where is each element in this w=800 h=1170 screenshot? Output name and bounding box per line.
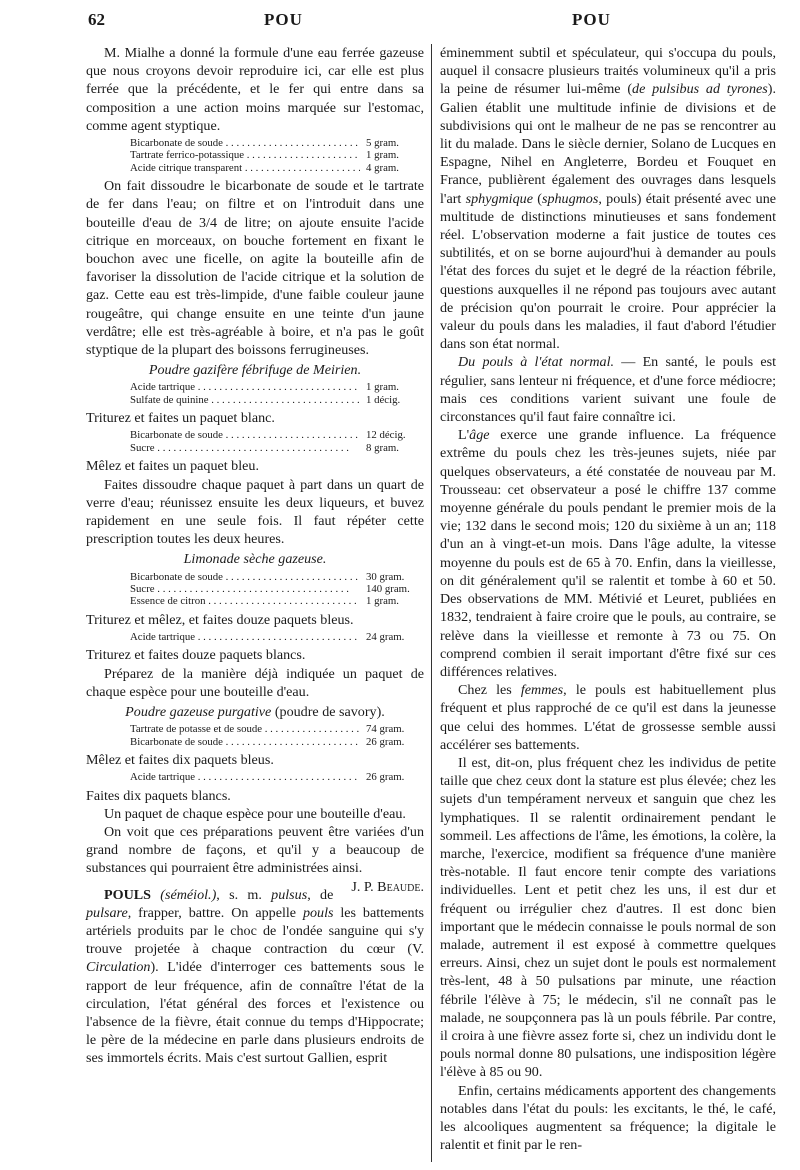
ingredient-quantity: 5 gram. — [366, 137, 399, 150]
ingredient-quantity: 140 gram. — [366, 582, 410, 595]
ingredient-name: Bicarbonate de soude . . . — [130, 137, 360, 149]
paragraph: Un paquet de chaque espèce pour une bouteille d'eau. — [104, 805, 406, 822]
ingredient-quantity: 74 gram. — [366, 723, 405, 736]
recipe-title: Poudre gazifère fébrifuge de Meirien. — [148, 362, 362, 379]
right-column — [440, 44, 776, 1154]
recipe-item — [130, 162, 424, 174]
recipe-item — [130, 571, 424, 583]
recipe-title — [86, 703, 424, 721]
ingredient-quantity: 1 gram. — [366, 381, 399, 394]
recipe-title-text: Poudre gazeuse purgative — [125, 703, 272, 720]
entry-latin: pulsare — [86, 904, 128, 921]
entry-headword: POULS — [104, 886, 151, 903]
recipe-list — [130, 137, 424, 174]
paragraph-text: Chez les — [458, 682, 521, 699]
paragraph: Triturez et faites un paquet blanc. — [86, 410, 275, 427]
entry-text: , frapper, battre. On appelle — [127, 904, 303, 921]
recipe-item — [130, 631, 424, 643]
ingredient-quantity: 24 gram. — [366, 630, 405, 643]
entry-text: , de — [307, 886, 334, 903]
recipe-item — [130, 381, 424, 393]
recipe-list — [130, 771, 424, 783]
recipe-item — [130, 771, 424, 783]
ingredient-name: Acide tartrique . . . — [130, 631, 360, 643]
column-divider — [431, 44, 432, 1162]
ingredient-quantity: 4 gram. — [366, 161, 399, 174]
paragraph-text: ( — [532, 190, 542, 207]
entry-cross-reference: Circulation — [86, 959, 151, 976]
paragraph-text: On voit que ces préparations peuvent être variées d'un grand nombre de façons, et qu'il y a beaucoup de substances qui pourraient être administrées ainsi. — [86, 823, 424, 877]
paragraph-text: exerce une grande influence. La fréquence extrême du pouls chez les très-jeunes sujets, niée par quelques observateurs, a été constatée de nouveau par M. Trousseau: cet observateur a posé le chiffre 137 comme moyenne générale du pouls pendant le premier mois de la vie; 132 dans le second mois; 120 du sixième à un an; 118 d'un an à vingt-et-un mois. Dans l'âge adulte, la vitesse moyenne du pouls est de 65 à 70. Enfin, dans la vieillesse, on dit généralement qu'il se ralentit et tombe à 60 et 50. Des observations de MM. Métivié et Leuret, publiées en 1832, tendraient à faire croire que le pouls, au contraire, se relève dans la vieillesse et remonte à 73 ou 75. On comprend combien il serait important d'être fixé sur ces différences relatives. — [440, 427, 776, 680]
recipe-item — [130, 736, 424, 748]
author-signature: J. P. Beaude. — [351, 878, 424, 895]
paragraph: Il est, dit-on, plus fréquent chez les individus de petite taille que chez ceux dont la stature est plus élevée; chez les sujets d'un tempérament nerveux et sanguin que chez les lymphatiques. Il se ralentit ordinairement pendant le sommeil. Les affections de l'âme, les émotions, la colère, la marche, l'exercice, modifient sa fréquence d'une manière très-notable. Il faut encore tenir compte des variations individuelles. Lent et petit chez les uns, il est dur et fréquent ou irrégulier chez d'autres. Il est donc bien important que le médecin connaisse le pouls normal de son malade, autrement il est exposé à commettre quelques erreurs. Ainsi, chez un sujet dont le pouls est normalement très-lent, 48 à 50 pulsations par minute, une réaction fébrile l'élève à 75; le médecin, s'il ne connaît pas le malade, ne soupçonnera pas là un pouls fébrile. Par contre, il croira à une fièvre assez forte si, chez un individu dont le pouls normal donne 80 pulsations, une indisposition légère l'élève à 85 ou 90. — [440, 754, 776, 1081]
ingredient-quantity: 26 gram. — [366, 735, 405, 748]
ingredient-name: Bicarbonate de soude . . . — [130, 571, 360, 583]
running-head-left: POU — [264, 10, 303, 29]
recipe-title: Limonade sèche gazeuse. — [183, 551, 327, 568]
entry-text: les battements artériels produits par le choc de l'ondée sanguine qui s'y trouve projetée à chaque contraction du cœur (V. — [86, 904, 424, 958]
paragraph-text: — En santé, le pouls est régulier, sans lenteur ni fréquence, et d'une force médiocre; mais ces conditions varient suivant une foule de circonstances qu'il faut faire connaître ici. — [440, 354, 776, 426]
latin-title: de pulsibus ad tyrones — [632, 81, 768, 98]
entry-text: , s. m. — [216, 886, 272, 903]
paragraph-text: éminemment subtil et spéculateur, qui s'occupa du pouls, auquel il consacre plusieurs traités volumineux qu'il a pris la peine de résumer lui-même ( — [440, 45, 776, 98]
paragraph — [440, 426, 776, 681]
ingredient-quantity: 1 décig. — [366, 393, 401, 406]
page-number: 62 — [88, 10, 105, 29]
paragraph: On fait dissoudre le bicarbonate de soude et le tartrate de fer dans l'eau; on filtre et on l'introduit dans une bouteille d'eau de 3/4 de litre; on ajoute ensuite l'acide citrique en morceaux, on bouche fortement en fixant le bouchon avec une ficelle, on agite la bouteille afin de favoriser la dissolution de l'acide citrique et la solution de gaz. Cette eau est très-limpide, d'une faible couleur jaune rougeâtre, qui change ensuite en une teinte d'un jaune verdâtre; elle est très-agréable à boire, et n'a pas le goût styptique de la plupart des boissons ferrugineuses. — [86, 178, 424, 359]
paragraph: M. Mialhe a donné la formule d'une eau ferrée gazeuse que nous croyons devoir reproduire ici, car elle est plus ferrée que la précédente, et le fer qui entre dans sa composition a une action moins marquée sur l'estomac, comme agent styptique. — [86, 45, 424, 134]
ingredient-name: Bicarbonate de soude . . . — [130, 736, 360, 748]
recipe-list — [130, 381, 424, 406]
ingredient-name: Sulfate de quinine . . . — [130, 394, 360, 406]
italic-term: sphugmos — [541, 190, 599, 207]
paragraph: Enfin, certains médicaments apportent des changements notables dans l'état du pouls: les excitants, le thé, le café, les alcooliques augmentent sa fréquence; la digitale le ralentit et finit par le ren- — [440, 1082, 776, 1154]
paragraph — [440, 353, 776, 426]
ingredient-name: Acide citrique transparent . . . — [130, 162, 360, 174]
ingredient-quantity: 12 décig. — [366, 429, 406, 442]
ingredient-quantity: 8 gram. — [366, 441, 399, 454]
paragraph-text: , pouls) était présenté avec une multitude de distinctions minutieuses et sans fondement réel. L'observation moderne a fait justice de toutes ces subtilités, et on se borne aujourd'hui à demander au pouls l'état des forces du sujet et le degré de la réaction fébrile, questions auxquelles il ne répond pas toujours avec autant de précision qu'on pourrait le croire. Pour apprécier la valeur du pouls dans les maladies, il faut d'abord l'étudier dans son état normal. — [440, 190, 776, 353]
ingredient-quantity: 1 gram. — [366, 595, 399, 608]
paragraph-text: L' — [458, 427, 470, 444]
ingredient-quantity: 30 gram. — [366, 570, 405, 583]
recipe-list — [130, 429, 424, 454]
recipe-item — [130, 583, 424, 595]
ingredient-name: Tartrate ferrico-potassique . . . — [130, 149, 360, 161]
recipe-list — [130, 723, 424, 748]
ingredient-name: Essence de citron . . . — [130, 595, 360, 607]
ingredient-quantity: 26 gram. — [366, 771, 405, 784]
paragraph-text: , le pouls est habituellement plus fréquent et plus rapproché de ce qu'il est dans la jeunesse que celui des hommes. L'état de grossesse semble aussi accélérer ses battements. — [440, 682, 776, 753]
running-head-right: POU — [572, 10, 611, 29]
ingredient-name: Acide tartrique . . . — [130, 381, 360, 393]
recipe-item — [130, 394, 424, 406]
entry-category: (séméiol.) — [160, 886, 217, 903]
ingredient-name: Acide tartrique . . . — [130, 771, 360, 783]
italic-term: femmes — [520, 682, 564, 699]
recipe-item — [130, 137, 424, 149]
italic-term: sphygmique — [465, 190, 533, 207]
ingredient-quantity: 1 gram. — [366, 149, 399, 162]
recipe-list — [130, 631, 424, 643]
ingredient-name: Tartrate de potasse et de soude . . . — [130, 723, 360, 735]
entry-latin: pulsus — [271, 886, 308, 903]
ingredient-name: Sucre . . . — [130, 442, 360, 454]
recipe-item — [130, 149, 424, 161]
recipe-item — [130, 429, 424, 441]
paragraph: Préparez de la manière déjà indiquée un paquet de chaque espèce pour une bouteille d'eau. — [86, 665, 424, 700]
paragraph — [440, 681, 776, 754]
entry-text: ). L'idée d'interroger ces battements sous le rapport de leur fréquence, afin de connaître l'état de la circulation, l'état général des forces et l'existence ou l'absence de la fièvre, était connue du temps d'Hippocrate; le père de la médecine en parle dans plusieurs endroits de ses immortels écrits. Mais c'est surtout Gallien, esprit — [86, 959, 424, 1067]
recipe-item — [130, 723, 424, 735]
recipe-item — [130, 595, 424, 607]
paragraph: Faites dix paquets blancs. — [86, 787, 231, 804]
page-header — [0, 10, 800, 36]
italic-term: âge — [469, 427, 490, 444]
paragraph: Mêlez et faites un paquet bleu. — [86, 458, 259, 475]
entry-term: pouls — [302, 904, 334, 921]
paragraph-text: ). Galien établit une multitude infinie de divisions et de subdivisions qui ont le malheur de ne pas se rencontrer au lit du malade. Dans le siècle dernier, Solano de Lucques en Espagne, Nihel en Angleterre, Bordeu et Fouquet en France, publièrent également des ouvrages dans lesquels l'art — [440, 81, 776, 207]
recipe-title-note: (poudre de savory). — [271, 703, 385, 720]
paragraph — [440, 44, 776, 353]
recipe-item — [130, 442, 424, 454]
ingredient-name: Sucre . . . — [130, 583, 360, 595]
recipe-list — [130, 571, 424, 608]
section-heading: Du pouls à l'état normal. — [458, 354, 615, 371]
paragraph: Triturez et mêlez, et faites douze paquets bleus. — [86, 611, 354, 628]
left-column — [86, 44, 424, 1068]
ingredient-name: Bicarbonate de soude . . . — [130, 429, 360, 441]
paragraph: Mêlez et faites dix paquets bleus. — [86, 751, 274, 768]
paragraph: Triturez et faites douze paquets blancs. — [86, 647, 306, 664]
dictionary-entry — [86, 886, 424, 1068]
paragraph: Faites dissoudre chaque paquet à part dans un quart de verre d'eau; réunissez ensuite les deux liqueurs, et buvez rapidement en une seule fois. Il faut répéter cette prescription toutes les deux heures. — [86, 476, 424, 548]
